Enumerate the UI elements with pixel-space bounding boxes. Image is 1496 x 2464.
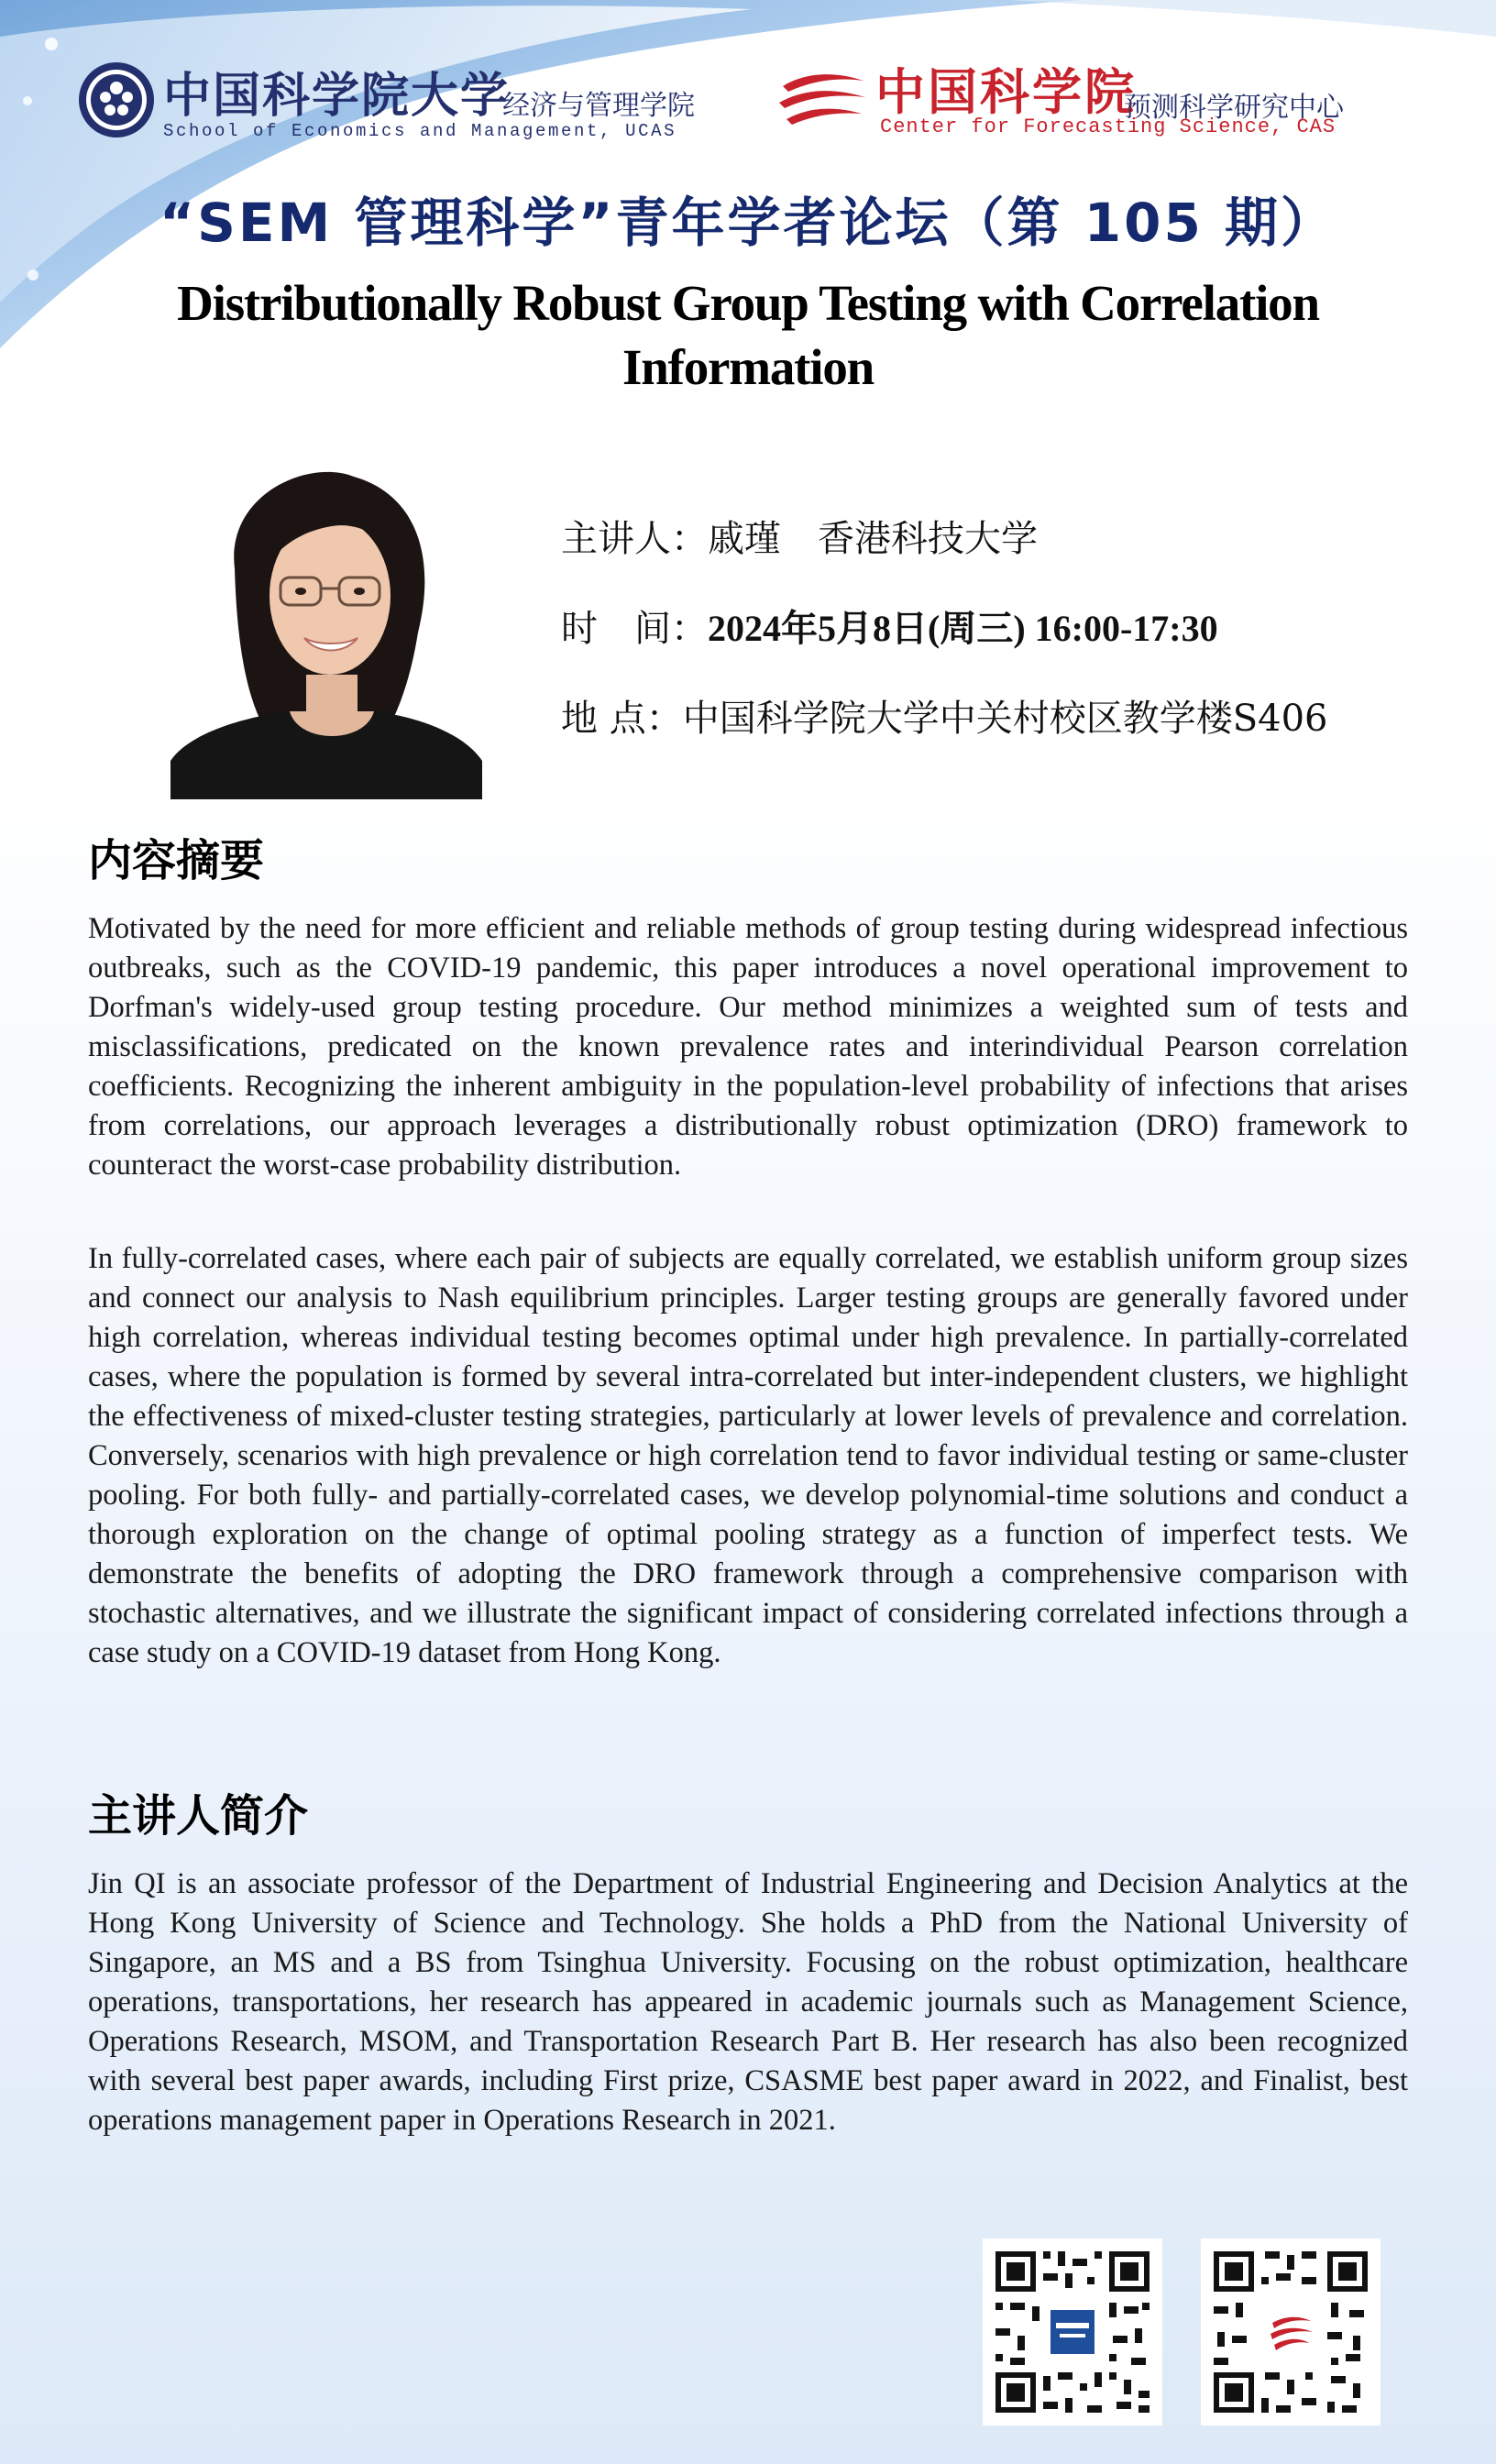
speaker-label: 主讲人： (561, 518, 708, 560)
ucas-emblem-icon (77, 60, 156, 139)
abstract-heading: 内容摘要 (88, 835, 265, 886)
place-line (561, 689, 1327, 742)
qr-code-sem (983, 2238, 1162, 2426)
place-value: 中国科学院大学中关村校区教学楼S406 (682, 698, 1328, 740)
speaker-photo (170, 458, 482, 799)
bio-paragraph: Jin QI is an associate professor of the Department of Industrial Engineering and Decision Analytics at the Hong Kong University of Science and Technology. She holds a PhD from the National University of Singapore, an MS and a BS from Tsinghua University. Focusing on the robust optimization, healthcare operations, transportations, her research has appeared in academic journals such as Management Science, Operations Research, MSOM, and Transportation Research Part B. Her research has also been recognized with several best paper awards, including First prize, CSASME best paper award in 2022, and Finalist, best operations management paper in Operations Research in 2021. (88, 1867, 1408, 2137)
qr-code-cas (1201, 2238, 1380, 2426)
talk-title: Distributionally Robust Group Testing with Correlation Information (177, 275, 1319, 395)
time-label: 时 间： (561, 608, 708, 650)
forum-title: “SEM 管理科学”青年学者论坛（第 105 期） (160, 192, 1336, 254)
place-label: 地 点： (561, 698, 683, 740)
cas-name-cn: 中国科学院 (875, 62, 1137, 121)
ucas-name-cn: 中国科学院大学 (163, 68, 511, 124)
time-line (561, 600, 1218, 652)
speaker-value: 戚瑾 香港科技大学 (708, 518, 1038, 560)
ucas-school-name-en: School of Economics and Management, UCAS (163, 121, 677, 141)
bio-heading: 主讲人简介 (88, 1790, 309, 1842)
time-value: 2024年5月8日(周三) 16:00-17:30 (708, 608, 1218, 649)
cas-center-name-cn: 预测科学研究中心 (1124, 92, 1344, 124)
cas-center-name-en: Center for Forecasting Science, CAS (880, 116, 1336, 138)
cas-emblem-icon (779, 64, 867, 134)
abstract-paragraph-1: Motivated by the need for more efficient and reliable methods of group testing during widespread infectious outbreaks, such as the COVID-19 pandemic, this paper introduces a novel operational improvement to Dorfman's widely-used group testing procedure. Our method minimizes a weighted sum of tests and misclassifications, predicated on the known prevalence rates and interindividual Pearson correlation coefficients. Recognizing the inherent ambiguity in the population-level probability of infections that arises from correlations, our approach leverages a distributionally robust optimization (DRO) framework to counteract the worst-case probability distribution. (88, 912, 1408, 1182)
ucas-school-name-cn: 经济与管理学院 (502, 90, 695, 122)
abstract-paragraph-2: In fully-correlated cases, where each pair of subjects are equally correlated, we establish uniform group sizes and connect our analysis to Nash equilibrium principles. Larger testing groups are generally favored under high correlation, whereas individual testing becomes optimal under high prevalence. In partially-correlated cases, where the population is formed by several intra-correlated but inter-independent clusters, we highlight the effectiveness of mixed-cluster testing strategies, particularly at lower levels of prevalence and correlation. Conversely, scenarios with high prevalence or high correlation tend to favor individual testing or same-cluster pooling. For both fully- and partially-correlated cases, we develop polynomial-time solutions and conduct a thorough exploration on the change of optimal pooling strategy as a function of imperfect tests. We demonstrate the benefits of adopting the DRO framework through a comprehensive comparison with stochastic alternatives, and we illustrate the significant impact of considering correlated infections through a case study on a COVID-19 dataset from Hong Kong. (88, 1242, 1408, 1669)
speaker-line (561, 510, 1038, 562)
